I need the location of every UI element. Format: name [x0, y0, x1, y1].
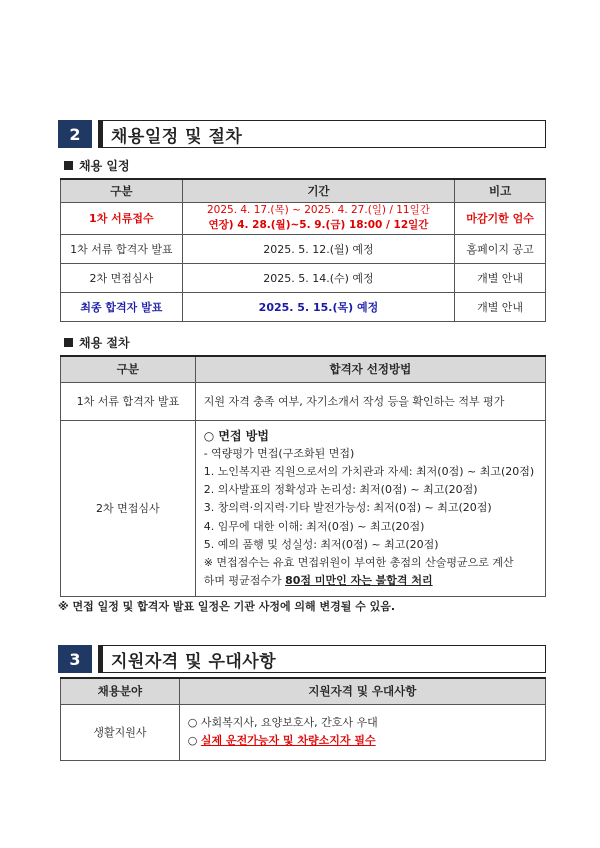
table-row: [61, 420, 546, 597]
section2-header: [58, 120, 546, 148]
interview-method-list: [195, 420, 545, 597]
table-row: [61, 382, 546, 420]
schedule-category: 1차 서류접수: [61, 202, 183, 234]
schedule-heading: 채용 일정: [64, 157, 130, 174]
schedule-category: 2차 면접심사: [61, 263, 183, 292]
schedule-remark: 개별 안내: [455, 292, 546, 321]
list-item: - 역량평가 면접(구조화된 면접): [203, 446, 355, 460]
list-item: 2. 의사발표의 정확성과 논리성: 최저(0점) ~ 최고(20점): [203, 483, 478, 497]
interview-method-title: ○ 면접 방법: [203, 428, 269, 443]
list-item: 4. 임무에 대한 이해: 최저(0점) ~ 최고(20점): [203, 519, 425, 533]
qualification-table: [60, 677, 546, 761]
procedure-category: 1차 서류 합격자 발표: [61, 382, 196, 420]
qualification-header-field: 채용분야: [61, 678, 180, 704]
schedule-period: 2025. 5. 14.(수) 예정: [182, 263, 454, 292]
table-row: [61, 704, 546, 760]
schedule-header-remark: 비고: [455, 179, 546, 202]
schedule-remark: 홈페이지 공고: [455, 234, 546, 263]
schedule-category: 1차 서류 합격자 발표: [61, 234, 183, 263]
schedule-header-period: 기간: [182, 179, 454, 202]
qualification-requirements: [179, 704, 545, 760]
qualification-field: 생활지원사: [61, 704, 180, 760]
table-row: [61, 202, 546, 234]
square-bullet-icon: [64, 338, 73, 347]
table-row: [61, 234, 546, 263]
schedule-remark: 개별 안내: [455, 263, 546, 292]
table-row: [61, 292, 546, 321]
procedure-category: 2차 면접심사: [61, 420, 196, 597]
section3-number: 3: [58, 645, 92, 673]
list-item: 하며 평균점수가 80점 미만인 자는 불합격 처리: [203, 574, 433, 588]
section2-number: 2: [58, 120, 92, 148]
list-item: 5. 예의 품행 및 성실성: 최저(0점) ~ 최고(20점): [203, 537, 439, 551]
procedure-header-category: 구분: [61, 356, 196, 382]
fail-threshold: 80점 미만인 자는 불합격 처리: [285, 574, 433, 588]
table-row: [61, 263, 546, 292]
square-bullet-icon: [64, 161, 73, 170]
list-item: ○ 실제 운전가능자 및 차량소지자 필수: [187, 734, 376, 747]
driving-requirement: 실제 운전가능자 및 차량소지자 필수: [200, 734, 376, 747]
procedure-method: 지원 자격 충족 여부, 자기소개서 작성 등을 확인하는 적부 평가: [195, 382, 545, 420]
list-item: 3. 창의력·의지력·기타 발전가능성: 최저(0점) ~ 최고(20점): [203, 501, 492, 515]
schedule-category: 최종 합격자 발표: [61, 292, 183, 321]
section3-title: 지원자격 및 우대사항: [98, 645, 546, 673]
schedule-period: 2025. 4. 17.(목) ~ 2025. 4. 27.(일) / 11일간 연장) 4. 28.(월)~5. 9.(금) 18:00 / 12일간: [182, 202, 454, 234]
schedule-remark: 마감기한 엄수: [455, 202, 546, 234]
list-item: ※ 면접점수는 유효 면접위원이 부여한 총점의 산술평균으로 계산: [203, 555, 514, 569]
schedule-period: 2025. 5. 12.(월) 예정: [182, 234, 454, 263]
schedule-period: 2025. 5. 15.(목) 예정: [182, 292, 454, 321]
schedule-table: [60, 178, 546, 322]
schedule-change-note: ※ 면접 일정 및 합격자 발표 일정은 기관 사정에 의해 변경될 수 있음.: [58, 600, 396, 613]
qualification-header-requirements: 지원자격 및 우대사항: [179, 678, 545, 704]
procedure-table: [60, 355, 546, 597]
procedure-header-method: 합격자 선정방법: [195, 356, 545, 382]
list-item: ○ 사회복지사, 요양보호사, 간호사 우대: [187, 716, 378, 729]
procedure-heading: 채용 절차: [64, 334, 130, 351]
schedule-header-category: 구분: [61, 179, 183, 202]
section2-title: 채용일정 및 절차: [98, 120, 546, 148]
section3-header: [58, 645, 546, 673]
list-item: 1. 노인복지관 직원으로서의 가치관과 자세: 최저(0점) ~ 최고(20점): [203, 464, 535, 478]
